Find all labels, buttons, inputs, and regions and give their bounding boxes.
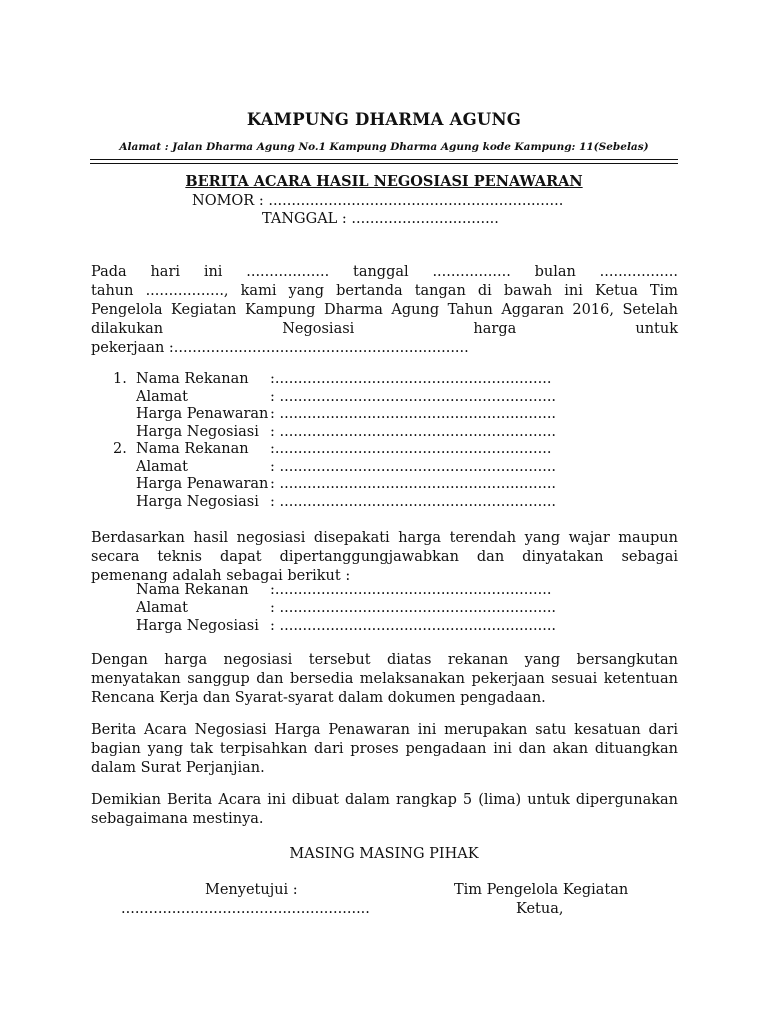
- item-number: 2.: [113, 441, 127, 457]
- item-value: : ............................................................: [270, 424, 557, 440]
- unity-line: bagian yang tak terpisahkan dari proses pengadaan ini dan akan dituangkan: [91, 741, 678, 757]
- signatures-heading: MASING MASING PIHAK: [289, 846, 479, 862]
- intro-line: pekerjaan :................................................................: [91, 340, 469, 356]
- unity-paragraph: [91, 721, 678, 778]
- item-value: : ............................................................: [270, 406, 557, 422]
- agreement-paragraph: [91, 651, 678, 708]
- closing-line: sebagaimana mestinya.: [91, 811, 264, 827]
- item-value: : ............................................................: [270, 618, 557, 634]
- agreement-line: Dengan harga negosiasi tersebut diatas rekanan yang bersangkutan: [91, 652, 678, 668]
- item-label: Nama Rekanan: [136, 582, 249, 598]
- item-value: :............................................................: [270, 371, 552, 387]
- item-label: Harga Negosiasi: [136, 424, 259, 440]
- agreement-line: menyatakan sanggup dan bersedia melaksanakan pekerjaan sesuai ketentuan: [91, 671, 678, 687]
- left-signatory-title: Menyetujui :: [205, 882, 298, 898]
- decision-line: pemenang adalah sebagai berikut :: [91, 568, 351, 584]
- left-signature-line: ......................................................: [121, 901, 370, 917]
- item-label: Nama Rekanan: [136, 371, 249, 387]
- item-value: : ............................................................: [270, 459, 557, 475]
- intro-line: Pada hari ini .................. tanggal ................. bulan .................: [91, 264, 678, 280]
- item-number: 1.: [113, 371, 127, 387]
- item-value: :............................................................: [270, 582, 552, 598]
- header-rule-bottom: [90, 163, 678, 164]
- item-value: : ............................................................: [270, 494, 557, 510]
- tanggal-field: TANGGAL : ................................: [262, 211, 499, 227]
- item-value: : ............................................................: [270, 389, 557, 405]
- closing-line: Demikian Berita Acara ini dibuat dalam rangkap 5 (lima) untuk dipergunakan: [91, 792, 678, 808]
- decision-line: Berdasarkan hasil negosiasi disepakati harga terendah yang wajar maupun: [91, 530, 678, 546]
- unity-line: Berita Acara Negosiasi Harga Penawaran ini merupakan satu kesatuan dari: [91, 722, 678, 738]
- document-subtitle: BERITA ACARA HASIL NEGOSIASI PENAWARAN: [185, 173, 583, 190]
- item-value: :............................................................: [270, 441, 552, 457]
- decision-line: secara teknis dapat dipertanggungjawabkan dan dinyatakan sebagai: [91, 549, 678, 565]
- intro-paragraph: [91, 263, 678, 358]
- intro-line: dilakukan Negosiasi harga untuk: [91, 321, 678, 337]
- item-label: Alamat: [136, 600, 188, 616]
- village-title: KAMPUNG DHARMA AGUNG: [246, 110, 522, 129]
- item-value: : ............................................................: [270, 600, 557, 616]
- item-label: Harga Negosiasi: [136, 618, 259, 634]
- right-signatory-title: Tim Pengelola Kegiatan: [454, 882, 629, 898]
- decision-paragraph: [91, 529, 678, 586]
- header-rule-top: [90, 159, 678, 160]
- nomor-field: NOMOR : ................................................................: [192, 193, 564, 209]
- item-label: Harga Penawaran: [136, 406, 269, 422]
- closing-paragraph: [91, 791, 678, 829]
- village-address: Alamat : Jalan Dharma Agung No.1 Kampung Dharma Agung kode Kampung: 11(Sebelas): [119, 141, 649, 153]
- agreement-line: Rencana Kerja dan Syarat-syarat dalam dokumen pengadaan.: [91, 690, 546, 706]
- item-label: Nama Rekanan: [136, 441, 249, 457]
- item-label: Harga Penawaran: [136, 476, 269, 492]
- right-signatory-role: Ketua,: [516, 901, 564, 917]
- item-label: Harga Negosiasi: [136, 494, 259, 510]
- intro-line: Pengelola Kegiatan Kampung Dharma Agung Tahun Aggaran 2016, Setelah: [91, 302, 678, 318]
- item-label: Alamat: [136, 389, 188, 405]
- unity-line: dalam Surat Perjanjian.: [91, 760, 265, 776]
- item-label: Alamat: [136, 459, 188, 475]
- item-value: : ............................................................: [270, 476, 557, 492]
- intro-line: tahun ................., kami yang bertanda tangan di bawah ini Ketua Tim: [91, 283, 678, 299]
